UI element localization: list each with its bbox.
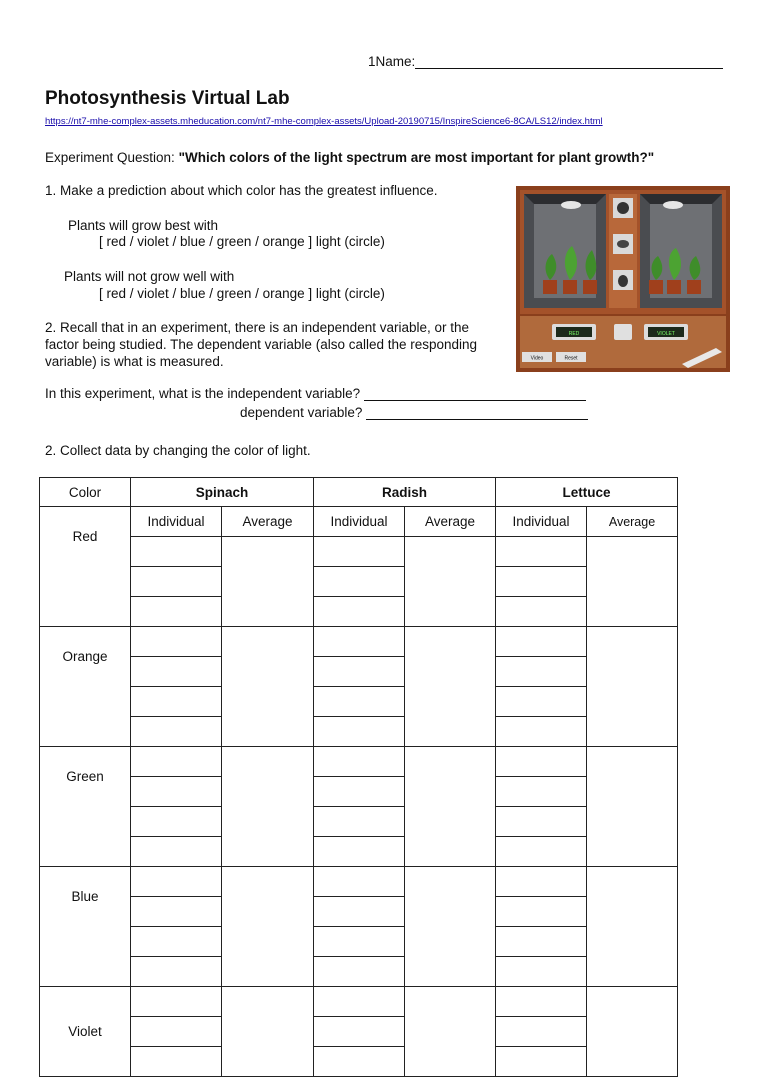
individual-cell[interactable] bbox=[496, 927, 587, 957]
name-field[interactable] bbox=[368, 54, 723, 69]
individual-cell[interactable] bbox=[314, 687, 405, 717]
page-title: Photosynthesis Virtual Lab bbox=[45, 88, 290, 109]
table-row bbox=[40, 1047, 678, 1077]
independent-variable-label: In this experiment, what is the independent variable? bbox=[45, 386, 361, 401]
independent-variable-blank[interactable] bbox=[364, 387, 586, 401]
average-cell[interactable] bbox=[222, 627, 314, 747]
subheader-row bbox=[40, 507, 678, 537]
individual-subheader: Individual bbox=[314, 507, 405, 537]
individual-subheader: Individual bbox=[131, 507, 222, 537]
individual-cell[interactable] bbox=[131, 537, 222, 567]
color-label-red: Red bbox=[40, 507, 131, 627]
average-cell[interactable] bbox=[405, 627, 496, 747]
individual-cell[interactable] bbox=[496, 537, 587, 567]
name-blank[interactable] bbox=[415, 55, 723, 69]
variables-explanation: 2. Recall that in an experiment, there is an independent variable, or the factor being studied. The dependent variable (also called the responding variable) is what is measured. bbox=[45, 320, 478, 369]
grow-not-label: Plants will not grow well with bbox=[64, 269, 235, 284]
individual-cell[interactable] bbox=[314, 777, 405, 807]
individual-cell[interactable] bbox=[314, 537, 405, 567]
average-cell[interactable] bbox=[222, 867, 314, 987]
individual-cell[interactable] bbox=[314, 717, 405, 747]
average-cell[interactable] bbox=[222, 747, 314, 867]
average-subheader: Average bbox=[587, 507, 678, 537]
prediction-prompt: 1. Make a prediction about which color has the greatest influence. bbox=[45, 183, 438, 198]
individual-cell[interactable] bbox=[131, 597, 222, 627]
individual-cell[interactable] bbox=[131, 747, 222, 777]
individual-cell[interactable] bbox=[131, 837, 222, 867]
individual-subheader: Individual bbox=[496, 507, 587, 537]
individual-cell[interactable] bbox=[131, 927, 222, 957]
average-cell[interactable] bbox=[222, 537, 314, 627]
table-row bbox=[40, 957, 678, 987]
color-label-orange: Orange bbox=[40, 627, 131, 747]
individual-cell[interactable] bbox=[496, 627, 587, 657]
individual-cell[interactable] bbox=[496, 597, 587, 627]
collect-data-instruction: 2. Collect data by changing the color of light. bbox=[45, 443, 311, 458]
experiment-question bbox=[45, 150, 654, 165]
individual-cell[interactable] bbox=[496, 717, 587, 747]
individual-cell[interactable] bbox=[314, 807, 405, 837]
individual-cell[interactable] bbox=[496, 1017, 587, 1047]
table-row bbox=[40, 717, 678, 747]
grow-best-label: Plants will grow best with bbox=[68, 218, 219, 233]
individual-cell[interactable] bbox=[496, 867, 587, 897]
individual-cell[interactable] bbox=[496, 897, 587, 927]
individual-cell[interactable] bbox=[131, 777, 222, 807]
average-subheader: Average bbox=[405, 507, 496, 537]
individual-cell[interactable] bbox=[314, 867, 405, 897]
individual-cell[interactable] bbox=[314, 957, 405, 987]
average-cell[interactable] bbox=[405, 537, 496, 627]
table-row bbox=[40, 897, 678, 927]
right-light-display: VIOLET bbox=[657, 331, 675, 337]
average-cell[interactable] bbox=[587, 987, 678, 1077]
table-row bbox=[40, 537, 678, 567]
individual-cell[interactable] bbox=[314, 627, 405, 657]
individual-cell[interactable] bbox=[496, 747, 587, 777]
dependent-variable-question bbox=[240, 405, 588, 420]
individual-cell[interactable] bbox=[314, 567, 405, 597]
individual-cell[interactable] bbox=[314, 657, 405, 687]
individual-cell[interactable] bbox=[131, 717, 222, 747]
individual-cell[interactable] bbox=[314, 927, 405, 957]
color-label-violet: Violet bbox=[40, 987, 131, 1077]
table-row bbox=[40, 927, 678, 957]
individual-cell[interactable] bbox=[131, 867, 222, 897]
individual-cell[interactable] bbox=[496, 567, 587, 597]
subheader-row bbox=[40, 987, 678, 1017]
independent-variable-question bbox=[45, 386, 586, 401]
individual-cell[interactable] bbox=[314, 1017, 405, 1047]
left-lamp-icon bbox=[561, 201, 581, 209]
average-cell[interactable] bbox=[587, 627, 678, 747]
individual-cell[interactable] bbox=[314, 837, 405, 867]
right-lamp-icon bbox=[663, 201, 683, 209]
individual-cell[interactable] bbox=[496, 957, 587, 987]
individual-cell[interactable] bbox=[314, 747, 405, 777]
average-cell[interactable] bbox=[587, 747, 678, 867]
reset-button-label: Reset bbox=[564, 355, 578, 362]
average-cell[interactable] bbox=[405, 867, 496, 987]
individual-cell[interactable] bbox=[496, 777, 587, 807]
table-row bbox=[40, 1017, 678, 1047]
subheader-row bbox=[40, 627, 678, 657]
individual-cell[interactable] bbox=[131, 1047, 222, 1077]
individual-cell[interactable] bbox=[131, 687, 222, 717]
individual-cell[interactable] bbox=[496, 687, 587, 717]
individual-cell[interactable] bbox=[314, 987, 405, 1017]
table-row bbox=[40, 657, 678, 687]
average-cell[interactable] bbox=[405, 747, 496, 867]
plant-header-radish: Radish bbox=[314, 478, 496, 507]
table-row bbox=[40, 777, 678, 807]
individual-cell[interactable] bbox=[496, 1047, 587, 1077]
table-row bbox=[40, 597, 678, 627]
individual-cell[interactable] bbox=[314, 1047, 405, 1077]
individual-cell[interactable] bbox=[131, 987, 222, 1017]
left-light-display: RED bbox=[568, 331, 580, 337]
data-table bbox=[39, 477, 678, 1077]
average-cell[interactable] bbox=[405, 987, 496, 1077]
average-cell[interactable] bbox=[587, 537, 678, 627]
play-toggle-button[interactable] bbox=[614, 324, 632, 340]
video-button-label: Video bbox=[530, 355, 544, 362]
color-label-green: Green bbox=[40, 747, 131, 867]
question-label: Experiment Question: bbox=[45, 150, 179, 165]
table-row bbox=[40, 807, 678, 837]
average-subheader: Average bbox=[222, 507, 314, 537]
grow-not-choices[interactable]: [ red / violet / blue / green / orange ] light (circle) bbox=[99, 286, 385, 301]
grow-best-choices[interactable]: [ red / violet / blue / green / orange ] light (circle) bbox=[99, 234, 385, 249]
name-label: 1Name: bbox=[368, 54, 416, 69]
table-row bbox=[40, 687, 678, 717]
table-row bbox=[40, 837, 678, 867]
individual-cell[interactable] bbox=[131, 957, 222, 987]
individual-cell[interactable] bbox=[314, 597, 405, 627]
individual-cell[interactable] bbox=[496, 987, 587, 1017]
dependent-variable-label: dependent variable? bbox=[240, 405, 363, 420]
subheader-row bbox=[40, 867, 678, 897]
individual-cell[interactable] bbox=[131, 807, 222, 837]
dependent-variable-blank[interactable] bbox=[366, 406, 588, 420]
virtual-lab-screenshot bbox=[516, 186, 730, 372]
individual-cell[interactable] bbox=[131, 567, 222, 597]
question-text: "Which colors of the light spectrum are most important for plant growth?" bbox=[178, 150, 655, 165]
individual-cell[interactable] bbox=[496, 837, 587, 867]
average-cell[interactable] bbox=[587, 867, 678, 987]
individual-cell[interactable] bbox=[314, 897, 405, 927]
average-cell[interactable] bbox=[222, 987, 314, 1077]
lab-link[interactable]: https://nt7-mhe-complex-assets.mheducation.com/nt7-mhe-complex-assets/Upload-20190715/InspireScience6-8CA/LS12/index.html bbox=[45, 116, 603, 127]
individual-cell[interactable] bbox=[496, 657, 587, 687]
individual-cell[interactable] bbox=[496, 807, 587, 837]
table-header-row bbox=[40, 478, 678, 507]
individual-cell[interactable] bbox=[131, 897, 222, 927]
subheader-row bbox=[40, 747, 678, 777]
color-label-blue: Blue bbox=[40, 867, 131, 987]
individual-cell[interactable] bbox=[131, 657, 222, 687]
individual-cell[interactable] bbox=[131, 627, 222, 657]
table-row bbox=[40, 567, 678, 597]
plant-header-lettuce: Lettuce bbox=[496, 478, 678, 507]
plant-header-spinach: Spinach bbox=[131, 478, 314, 507]
color-column-header: Color bbox=[40, 478, 131, 507]
individual-cell[interactable] bbox=[131, 1017, 222, 1047]
